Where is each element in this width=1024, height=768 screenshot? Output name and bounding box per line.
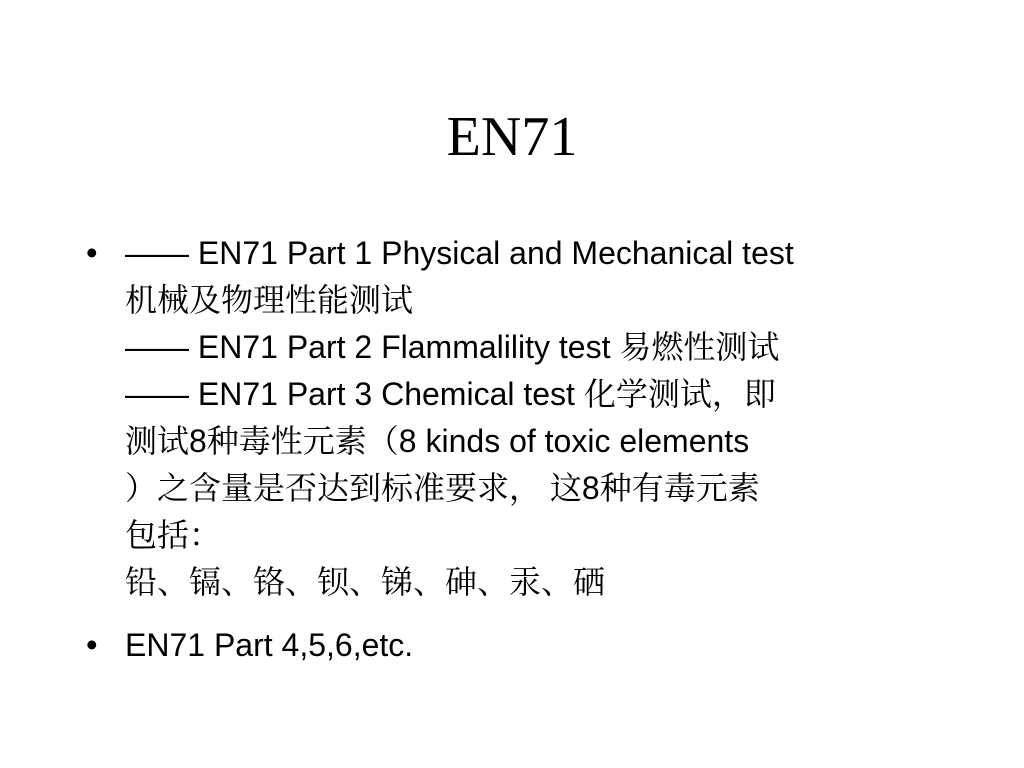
bullet-line: 测试8种毒性元素（8 kinds of toxic elements bbox=[125, 423, 750, 459]
bullet-item-en71-parts bbox=[125, 230, 945, 606]
bullet-line: 机械及物理性能测试 bbox=[125, 282, 414, 318]
slide-title: EN71 bbox=[446, 106, 578, 168]
bullet-line: —— EN71 Part 2 Flammalility test 易燃性测试 bbox=[125, 329, 780, 365]
bullet-item-en71-part-4-5-6 bbox=[125, 622, 945, 669]
bullet-line: —— EN71 Part 1 Physical and Mechanical test bbox=[125, 235, 794, 271]
bullet-line: EN71 Part 4,5,6,etc. bbox=[125, 627, 414, 663]
bullet-line: 铅、镉、铬、钡、锑、砷、汞、硒 bbox=[125, 564, 606, 600]
bullet-marker: • bbox=[86, 234, 98, 271]
bullet-marker: • bbox=[86, 626, 98, 663]
bullet-line: ）之含量是否达到标准要求， 这8种有毒元素 bbox=[125, 470, 760, 506]
bullet-line: 包括： bbox=[125, 517, 222, 553]
bullet-line: —— EN71 Part 3 Chemical test 化学测试，即 bbox=[125, 376, 776, 412]
